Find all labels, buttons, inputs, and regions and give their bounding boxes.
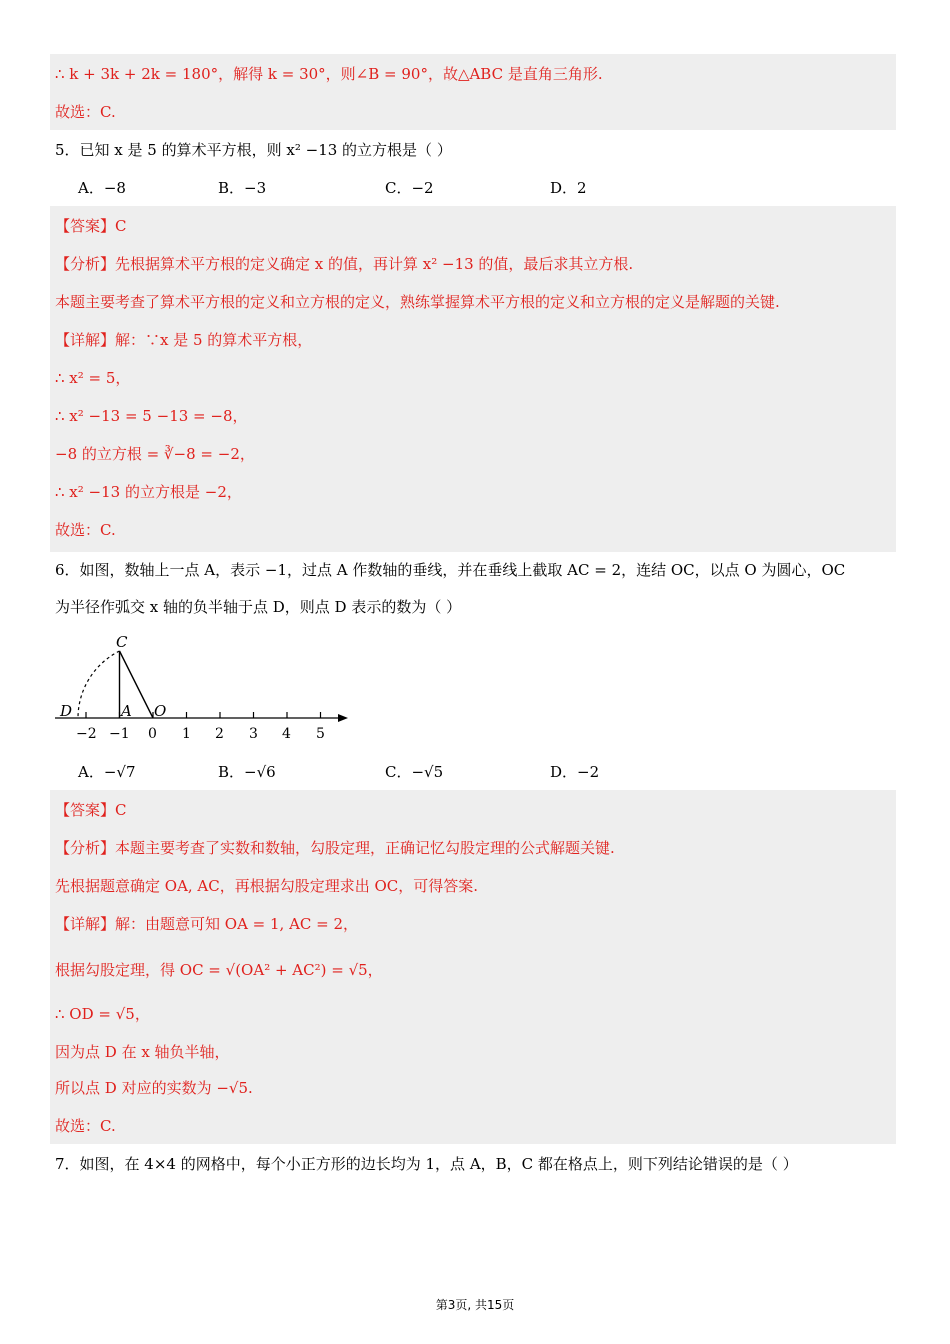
label-c: C xyxy=(116,633,128,651)
arc-cd xyxy=(78,651,120,718)
q5-detail-2: ∴ x² = 5， xyxy=(55,369,131,387)
q5-answer: 【答案】C xyxy=(55,217,127,235)
q5-detail-6: 故选：C. xyxy=(55,521,116,539)
q7-stem: 7．如图，在 4×4 的网格中，每个小正方形的边长均为 1，点 A，B，C 都在格点上，则下列结论错误的是（ ） xyxy=(55,1155,798,1173)
prev-conclusion: ∴ k + 3k + 2k = 180°，解得 k = 30°，则∠B = 90°，故△ABC 是直角三角形. xyxy=(55,65,603,83)
q5-detail-1: 【详解】解：∵x 是 5 的算术平方根， xyxy=(55,331,313,349)
q6-detail-3: ∴ OD = √5， xyxy=(55,1005,150,1023)
q5-detail-4: −8 的立方根 = ∛−8 = −2， xyxy=(55,445,255,463)
tick-label: 5 xyxy=(316,726,325,742)
q5-analysis-2: 本题主要考查了算术平方根的定义和立方根的定义，熟练掌握算术平方根的定义和立方根的定义是解题的关键. xyxy=(55,293,780,311)
label-a: A xyxy=(121,702,132,720)
q6-option-b: B．−√6 xyxy=(218,763,276,781)
q6-detail-2: 根据勾股定理，得 OC = √(OA² + AC²) = √5， xyxy=(55,961,383,979)
q5-detail-3: ∴ x² −13 = 5 −13 = −8， xyxy=(55,407,248,425)
q6-analysis-2: 先根据题意确定 OA, AC，再根据勾股定理求出 OC，可得答案. xyxy=(55,877,479,895)
q5-option-a: A．−8 xyxy=(78,179,126,197)
label-o: O xyxy=(154,702,167,720)
tick-label: −2 xyxy=(76,726,97,742)
q6-detail-5: 所以点 D 对应的实数为 −√5. xyxy=(55,1079,253,1097)
prev-choice: 故选：C. xyxy=(55,103,116,121)
number-line-figure xyxy=(50,630,360,745)
tick-label: −1 xyxy=(109,726,130,742)
q6-option-d: D．−2 xyxy=(550,763,600,781)
page-footer: 第3页, 共15页 xyxy=(435,1298,515,1312)
q6-detail-4: 因为点 D 在 x 轴负半轴， xyxy=(55,1043,230,1061)
q6-detail-6: 故选：C. xyxy=(55,1117,116,1135)
q6-stem-2: 为半径作弧交 x 轴的负半轴于点 D，则点 D 表示的数为（ ） xyxy=(55,598,462,616)
q6-option-a: A．−√7 xyxy=(78,763,136,781)
label-d: D xyxy=(60,702,73,720)
q5-option-b: B．−3 xyxy=(218,179,267,197)
q6-analysis-1: 【分析】本题主要考查了实数和数轴，勾股定理，正确记忆勾股定理的公式解题关键. xyxy=(55,839,615,857)
q6-answer: 【答案】C xyxy=(55,801,127,819)
q5-analysis-1: 【分析】先根据算术平方根的定义确定 x 的值，再计算 x² −13 的值，最后求其立方根. xyxy=(55,255,634,273)
tick-label: 3 xyxy=(249,726,258,742)
q6-stem-1: 6．如图，数轴上一点 A，表示 −1，过点 A 作数轴的垂线，并在垂线上截取 AC = 2，连结 OC，以点 O 为圆心，OC xyxy=(55,561,846,579)
q6-detail-1: 【详解】解：由题意可知 OA = 1, AC = 2， xyxy=(55,915,359,933)
q5-detail-5: ∴ x² −13 的立方根是 −2， xyxy=(55,483,242,501)
tick-label: 2 xyxy=(215,726,224,742)
q5-option-d: D．2 xyxy=(550,179,587,197)
tick-label: 1 xyxy=(182,726,191,742)
tick-label: 4 xyxy=(282,726,291,742)
tick-label: 0 xyxy=(148,726,157,742)
axis-arrow-icon xyxy=(338,714,348,722)
q6-option-c: C．−√5 xyxy=(385,763,444,781)
q5-stem: 5．已知 x 是 5 的算术平方根，则 x² −13 的立方根是（ ） xyxy=(55,141,452,159)
q5-option-c: C．−2 xyxy=(385,179,434,197)
